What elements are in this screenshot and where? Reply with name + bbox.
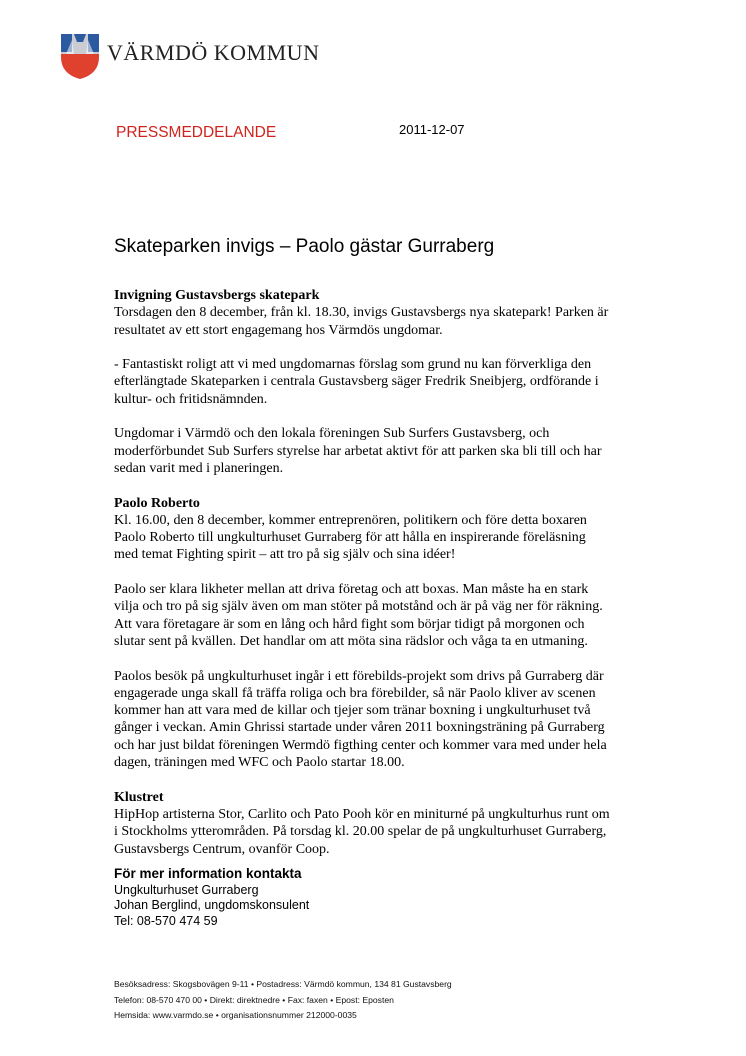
contact-line: Johan Berglind, ungdomskonsulent — [114, 898, 310, 912]
text-line: dagen, träningen med WFC och Paolo startar 18.00. — [114, 755, 405, 771]
text-line: resultatet av ett stort engagemang hos Värmdös ungdomar. — [114, 322, 443, 338]
text-line: slutar sent på kvällen. Det handlar om att möta sina rädslor och våga ta en utmaning. — [114, 633, 588, 649]
footer-line: Telefon: 08-570 470 00 • Direkt: direktnedre • Fax: faxen • Epost: Eposten — [114, 994, 394, 1005]
text-line: och har just bildat föreningen Wermdö figthing center och kommer vara med under hela — [114, 737, 607, 753]
contact-line: Tel: 08-570 474 59 — [114, 913, 218, 928]
paragraph — [114, 668, 662, 772]
section-paolo-roberto — [114, 495, 662, 772]
text-line: kultur- och fritidsnämnden. — [114, 391, 268, 407]
text-line: kommer han att vara med de killar och tjejer som tränar boxning i ungkulturhuset två — [114, 703, 591, 719]
section-klustret — [114, 789, 662, 858]
section-invigning — [114, 287, 662, 477]
section-heading: Paolo Roberto — [114, 495, 200, 511]
contact-heading: För mer information kontakta — [114, 866, 302, 881]
text-line: - Fantastiskt roligt att vi med ungdomarnas förslag som grund nu kan förverkliga den — [114, 357, 592, 373]
text-line: Gustavsbergs Centrum, ovanför Coop. — [114, 841, 330, 857]
section-heading: Klustret — [114, 789, 164, 805]
text-line: efterlängtade Skateparken i centrala Gustavsberg säger Fredrik Sneibjerg, ordförande i — [114, 374, 599, 390]
paragraph — [114, 356, 662, 408]
section-heading: Invigning Gustavsbergs skatepark — [114, 288, 320, 303]
paragraph — [114, 581, 662, 650]
text-line: med temat Fighting spirit – att tro på sig själv och sina idéer! — [114, 547, 456, 563]
text-line: engagerade unga skall få träffa roliga och bra förebilder, så när Paolo kliver av scenen — [114, 685, 596, 701]
footer-line: Hemsida: www.varmdo.se • organisationsnummer 212000-0035 — [114, 1010, 357, 1021]
text-line: Torsdagen den 8 december, från kl. 18.30, invigs Gustavsbergs nya skatepark! Parken är — [114, 305, 609, 321]
text-line: Paolo Roberto till ungkulturhuset Gurraberg för att hålla en inspirerande föreläsning — [114, 530, 586, 546]
contact-line: Ungkulturhuset Gurraberg — [114, 882, 259, 897]
text-line: gånger i veckan. Amin Ghrissi startade under våren 2011 boxningsträning på Gurraberg — [114, 720, 605, 736]
text-line: Kl. 16.00, den 8 december, kommer entreprenören, politikern och före detta boxaren — [114, 512, 587, 528]
document-type: PRESSMEDDELANDE — [116, 124, 277, 141]
logo — [60, 30, 100, 80]
page-title: Skateparken invigs – Paolo gästar Gurraberg — [114, 236, 495, 257]
text-line: Att vara företagare är som en lång och hård fight som börjar tidigt på morgonen och — [114, 616, 585, 632]
release-date: 2011-12-07 — [399, 122, 465, 137]
text-line: Paolo ser klara likheter mellan att driva företag och att boxas. Man måste ha en stark — [114, 582, 589, 598]
footer — [114, 977, 452, 1024]
text-line: i Stockholms ytterområden. På torsdag kl. 20.00 spelar de på ungkulturhuset Gurraberg, — [114, 824, 607, 840]
text-line: Ungdomar i Värmdö och den lokala föreningen Sub Surfers Gustavsberg, och — [114, 426, 550, 442]
varmdo-coat-of-arms-icon — [60, 30, 100, 80]
text-line: vilja och tro på sig själv även om man stöter på motstånd och är på väg ner för räkning. — [114, 599, 603, 615]
text-line: moderförbundet Sub Surfers styrelse har arbetat aktivt för att parken ska bli till och har — [114, 443, 602, 459]
article-body — [114, 287, 662, 875]
paragraph — [114, 806, 662, 858]
text-line: sedan varit med i planeringen. — [114, 460, 284, 476]
paragraph — [114, 425, 662, 477]
text-line: HipHop artisterna Stor, Carlito och Pato Pooh kör en miniturné på ungkulturhus runt om — [114, 806, 610, 822]
text-line: Paolos besök på ungkulturhuset ingår i ett förebilds-projekt som drivs på Gurraberg där — [114, 668, 604, 684]
contact-block — [114, 866, 309, 929]
paragraph — [114, 304, 662, 339]
footer-line: Besöksadress: Skogsbovägen 9-11 • Postadress: Värmdö kommun, 134 81 Gustavsberg — [114, 979, 452, 989]
org-name: VÄRMDÖ KOMMUN — [107, 40, 320, 65]
paragraph — [114, 512, 662, 564]
